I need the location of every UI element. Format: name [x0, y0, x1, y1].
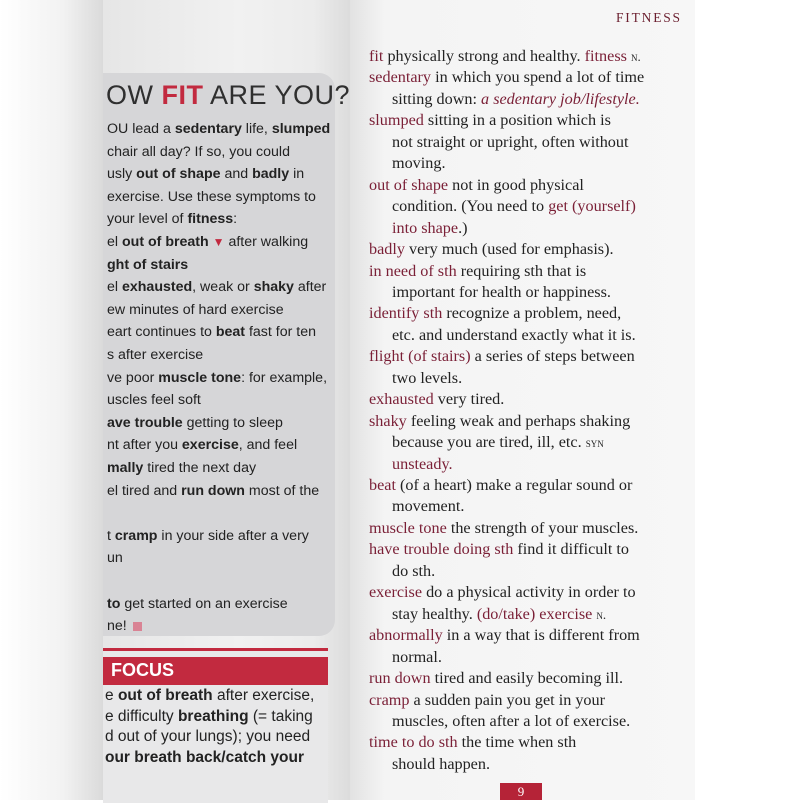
glossary-entry: [369, 733, 576, 752]
example-text: a sedentary job/lifestyle.: [481, 89, 640, 108]
glossary-continuation: [392, 605, 606, 624]
related-word: into shape: [392, 218, 459, 237]
grammar-label: n.: [596, 606, 607, 622]
definition-text: recognize a problem, need,: [442, 304, 622, 323]
box-text: usly: [107, 166, 137, 183]
definition-text: feeling weak and perhaps shaking: [406, 411, 631, 430]
glossary-entry: [369, 412, 630, 431]
box-text: get started on an exercise: [120, 595, 288, 612]
box-text: : for example,: [241, 369, 328, 386]
definition-text: sitting down:: [392, 89, 482, 108]
box-line: [107, 302, 284, 318]
running-head: FITNESS: [616, 10, 682, 25]
end-square-icon: [133, 622, 142, 631]
box-line: [107, 528, 309, 544]
box-key-term: muscle tone: [158, 369, 242, 386]
box-text: and: [220, 166, 253, 183]
glossary-continuation: [392, 497, 464, 516]
grammar-label: n.: [630, 49, 641, 64]
box-text: , and feel: [238, 437, 298, 454]
glossary-entry: [369, 626, 640, 645]
box-line: [107, 121, 330, 137]
box-title: OW FIT ARE YOU?: [106, 80, 351, 110]
glossary-entry: [369, 111, 611, 130]
headword: exercise: [369, 583, 423, 602]
glossary-continuation: [392, 562, 435, 581]
box-line: [107, 415, 283, 431]
box-key-term: exercise: [181, 437, 239, 454]
box-line: [107, 550, 123, 566]
box-line: [107, 279, 326, 295]
box-line: [107, 370, 327, 386]
focus-line: [105, 708, 313, 726]
box-key-term: beat: [215, 324, 246, 341]
definition-text: muscles, often after a lot of exercise.: [392, 711, 631, 730]
related-word: get (yourself): [548, 197, 636, 216]
glossary-entry: [369, 476, 632, 495]
box-text: tired the next day: [143, 460, 257, 476]
headword: flight (of stairs): [369, 347, 471, 366]
glossary-entry: [369, 262, 586, 281]
box-text: most of the: [244, 482, 320, 499]
box-key-term: ave trouble: [107, 414, 183, 431]
headword: out of shape: [369, 175, 449, 194]
glossary-entry: [369, 347, 635, 366]
right-margin: [695, 0, 800, 800]
definition-text: in a way that is different from: [442, 626, 640, 645]
box-key-term: sedentary: [174, 121, 242, 137]
box-key-term: run down: [181, 482, 245, 499]
box-key-term: badly: [252, 166, 290, 183]
glossary-entry: [369, 691, 605, 710]
box-text: life,: [241, 121, 272, 137]
box-text: t: [107, 527, 115, 544]
headword: in need of sth: [369, 261, 457, 280]
box-text: your level of: [107, 211, 188, 228]
focus-line: [105, 728, 310, 746]
glossary-continuation: [392, 197, 636, 216]
definition-text: condition. (You need to: [392, 197, 549, 216]
focus-text: after exercise,: [212, 687, 315, 704]
glossary-continuation: [392, 648, 442, 667]
box-key-term: to: [107, 595, 121, 612]
headword: cramp: [369, 690, 410, 709]
headword: run down: [369, 669, 431, 688]
focus-key-term: breathing: [177, 707, 249, 725]
box-line: [107, 596, 288, 612]
glossary-continuation: [392, 455, 453, 474]
box-key-term: cramp: [114, 527, 158, 544]
box-key-term: out of shape: [136, 166, 221, 183]
definition-text: moving.: [392, 154, 446, 173]
box-key-term: slumped: [271, 121, 331, 137]
focus-text: e difficulty: [105, 707, 178, 725]
box-line: [107, 257, 188, 273]
definition-text: should happen.: [392, 754, 491, 773]
box-text: OU lead a: [107, 121, 175, 137]
related-word: (do/take) exercise: [476, 604, 593, 623]
box-text: fast for ten: [245, 324, 316, 341]
glossary-entry: [369, 669, 623, 688]
headword: slumped: [369, 111, 424, 130]
headword: shaky: [369, 411, 407, 430]
glossary-continuation: [392, 133, 629, 152]
definition-text: the strength of your muscles.: [446, 518, 639, 537]
glossary-continuation: [392, 369, 462, 388]
box-key-term: mally: [107, 460, 144, 476]
box-text: el: [107, 234, 122, 250]
focus-title: FOCUS: [111, 660, 174, 680]
glossary-entry: [369, 540, 629, 559]
glossary-continuation: [392, 154, 446, 173]
focus-text: (= taking: [248, 707, 313, 725]
definition-text: very much (used for emphasis).: [404, 240, 614, 259]
glossary-entry: [369, 240, 614, 259]
glossary-entry: [369, 583, 636, 602]
box-line: [107, 144, 290, 160]
definition-text: a sudden pain you get in your: [409, 690, 606, 709]
definition-text: very tired.: [433, 390, 505, 409]
definition-text: (of a heart) make a regular sound or: [395, 476, 633, 494]
definition-text: not straight or upright, often without: [392, 132, 629, 151]
box-line: [107, 166, 304, 182]
glossary-entry: [369, 390, 504, 409]
definition-text: sitting in a position which is: [423, 111, 611, 130]
definition-text: normal.: [392, 647, 442, 666]
box-text: :: [233, 211, 238, 228]
definition-text: physically strong and healthy.: [383, 47, 585, 65]
box-key-term: shaky: [253, 279, 294, 296]
box-text: ve poor: [107, 369, 159, 386]
glossary-continuation: [392, 90, 640, 109]
box-text: nt after you: [107, 437, 182, 454]
page-number: 9: [517, 784, 525, 799]
focus-key-term: out of breath: [117, 687, 213, 704]
box-text: el: [107, 279, 122, 296]
box-key-term: ght of stairs: [107, 256, 189, 273]
definition-text: the time when sth: [457, 733, 577, 752]
glossary-continuation: [392, 283, 611, 302]
box-text: chair all day? If so, you could: [107, 143, 290, 160]
definition-text: in which you spend a lot of time: [431, 68, 645, 87]
box-text: in your side after a very: [157, 527, 309, 544]
focus-text: d out of your lungs); you need: [105, 728, 311, 745]
box-key-term: fitness: [187, 211, 234, 228]
page-number-tab: [500, 783, 542, 800]
box-text: after: [293, 279, 327, 296]
box-text: in: [289, 166, 305, 183]
related-word: unsteady.: [392, 454, 453, 473]
box-line: [107, 618, 142, 634]
box-key-term: out of breath: [121, 234, 209, 250]
definition-text: two levels.: [392, 368, 463, 387]
headword: have trouble doing sth: [369, 540, 514, 559]
focus-key-term: our breath back/catch your: [105, 748, 304, 766]
related-word: fitness: [584, 47, 627, 65]
glossary-continuation: [392, 219, 468, 238]
definition-text: tired and easily becoming ill.: [430, 669, 624, 688]
focus-line: [105, 687, 314, 705]
glossary-entry: [369, 304, 621, 323]
definition-text: etc. and understand exactly what it is.: [392, 325, 636, 344]
glossary-entry: [369, 519, 638, 538]
headword: time to do sth: [369, 733, 458, 752]
definition-text: stay healthy.: [392, 604, 477, 623]
box-line: [107, 324, 316, 340]
headword: muscle tone: [369, 518, 447, 537]
headword: fit: [369, 47, 384, 65]
box-line: [107, 234, 308, 250]
box-line: [107, 460, 256, 476]
page-edge-shadow: [0, 0, 105, 800]
glossary-entry: [369, 176, 584, 195]
definition-text: a series of steps between: [470, 347, 635, 366]
headword: beat: [369, 476, 396, 494]
focus-title-bar: [103, 657, 328, 685]
box-text: , weak or: [192, 279, 254, 296]
grammar-label: syn: [585, 435, 604, 451]
how-fit-box: [103, 73, 351, 636]
definition-text: requiring sth that is: [456, 261, 587, 280]
box-text: after walking: [224, 234, 309, 250]
glossary-continuation: [392, 433, 604, 452]
box-line: [107, 189, 316, 205]
box-text: el tired and: [107, 482, 182, 499]
definition-text: do sth.: [392, 561, 436, 580]
box-line: [107, 437, 297, 453]
box-text: uscles feel soft: [107, 392, 201, 409]
box-line: [107, 211, 237, 227]
definition-text: do a physical activity in order to: [422, 583, 636, 602]
definition-text: important for health or happiness.: [392, 282, 611, 301]
box-text: getting to sleep: [182, 414, 283, 431]
definition-text: not in good physical: [448, 175, 584, 194]
glossary-entry: [369, 47, 641, 66]
box-text: s after exercise: [107, 347, 204, 363]
box-text: eart continues to: [107, 324, 216, 341]
headword: sedentary: [369, 68, 432, 87]
glossary-continuation: [392, 326, 636, 345]
glossary-continuation: [392, 755, 490, 774]
definition-text: find it difficult to: [513, 540, 630, 559]
headword: exhausted: [369, 390, 434, 409]
glossary-entry: [369, 68, 644, 87]
box-line: [107, 392, 201, 408]
box-text: un: [107, 550, 123, 567]
triangle-arrow-icon: ▼: [212, 235, 225, 249]
focus-box: [103, 648, 328, 803]
box-text: ew minutes of hard exercise: [107, 301, 284, 318]
headword: abnormally: [369, 626, 443, 645]
definition-text: because you are tired, ill, etc.: [392, 433, 586, 452]
definition-text: movement.: [392, 497, 465, 516]
focus-text: e: [105, 687, 118, 704]
box-text: exercise. Use these symptoms to: [107, 188, 316, 205]
definition-text: .): [458, 218, 468, 237]
box-line: [107, 347, 203, 363]
box-line: [107, 483, 319, 499]
focus-line: [105, 749, 304, 767]
glossary-continuation: [392, 712, 630, 731]
box-key-term: exhausted: [121, 279, 193, 296]
headword: badly: [369, 240, 405, 259]
headword: identify sth: [369, 304, 443, 323]
box-text: ne!: [107, 618, 127, 635]
